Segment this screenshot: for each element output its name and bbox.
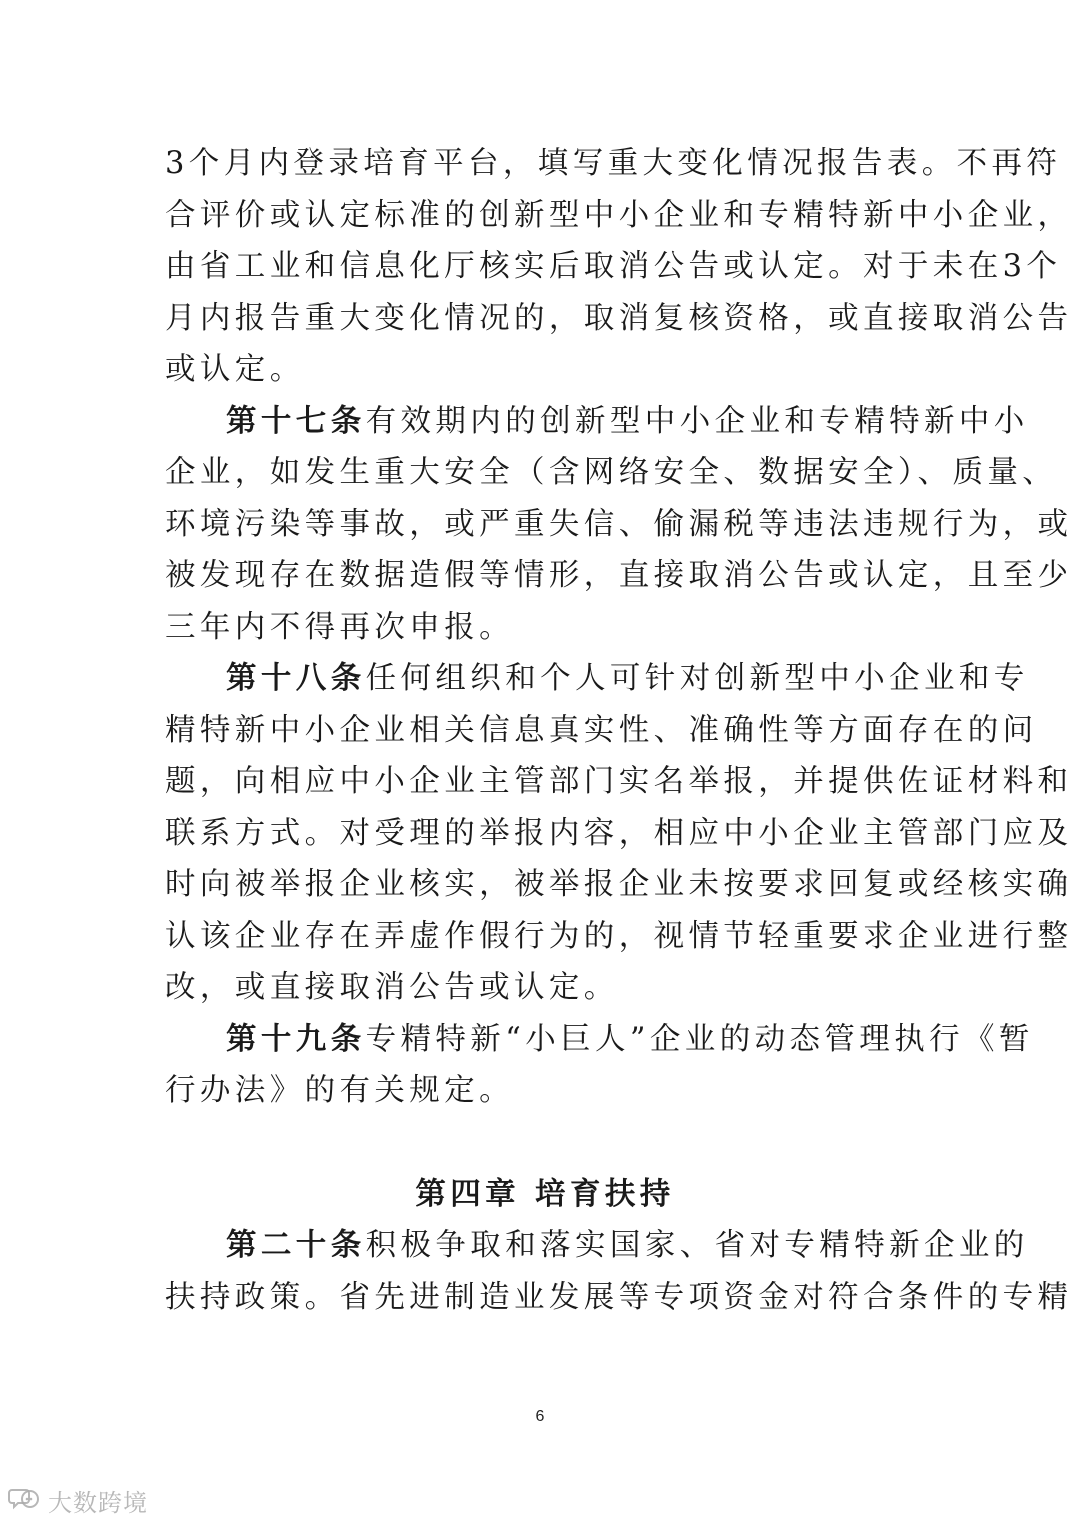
- article-18-heading: 第十八条: [226, 660, 366, 696]
- article-19-heading: 第十九条: [226, 1020, 366, 1057]
- article-19-first-line: [165, 1014, 1034, 1066]
- article-20-text: 积极争取和落实国家、省对专精特新企业的: [365, 1228, 1029, 1263]
- article-17-line: 环境污染等事故，或严重失信、偷漏税等违法违规行为，或: [165, 506, 1073, 542]
- page-number: 6: [535, 1408, 545, 1425]
- watermark-text: 大数跨境: [48, 1488, 148, 1517]
- paragraph-line: 3个月内登录培育平台，填写重大变化情况报告表。不再符: [165, 146, 1062, 181]
- article-18-first-line: [165, 653, 1029, 705]
- article-18-line: 精特新中小企业相关信息真实性、准确性等方面存在的问: [165, 712, 1038, 748]
- article-17-line: 企业，如发生重大安全（含网络安全、数据安全）、质量、: [165, 455, 1058, 490]
- article-17-text: 有效期内的创新型中小企业和专精特新中小: [365, 403, 1029, 439]
- article-20-heading: 第二十条: [226, 1227, 366, 1263]
- section-gap: [165, 1117, 925, 1169]
- document-body: [165, 138, 1073, 1323]
- article-18-text: 任何组织和个人可针对创新型中小企业和专: [365, 661, 1029, 696]
- article-17-line: 被发现存在数据造假等情形，直接取消公告或认定，且至少: [165, 558, 1073, 593]
- article-18-line: 时向被举报企业核实，被举报企业未按要求回复或经核实确: [165, 867, 1073, 902]
- article-18-line: 题，向相应中小企业主管部门实名举报，并提供佐证材料和: [165, 764, 1073, 799]
- article-19-text: 专精特新“小巨人”企业的动态管理执行《暂: [365, 1021, 1034, 1057]
- chapter-title: 第四章 培育扶持: [415, 1175, 675, 1212]
- article-20-first-line: [165, 1220, 1029, 1272]
- paragraph-line: 合评价或认定标准的创新型中小企业和专精特新中小企业，: [165, 197, 1073, 233]
- watermark: [8, 1484, 148, 1516]
- article-17-first-line: [165, 396, 1029, 448]
- article-19-line: 行办法》的有关规定。: [165, 1073, 514, 1108]
- article-17-line: 三年内不得再次申报。: [165, 609, 514, 645]
- chat-bubble-logo-icon: [8, 1487, 42, 1513]
- paragraph-line: 月内报告重大变化情况的，取消复核资格，或直接取消公告: [165, 300, 1073, 336]
- article-18-line: 联系方式。对受理的举报内容，相应中小企业主管部门应及: [165, 815, 1073, 851]
- paragraph-line: 或认定。: [165, 352, 305, 387]
- article-20-line: 扶持政策。省先进制造业发展等专项资金对符合条件的专精: [165, 1279, 1073, 1315]
- article-17-heading: 第十七条: [226, 402, 366, 439]
- article-18-line: 认该企业存在弄虚作假行为的，视情节轻重要求企业进行整: [165, 918, 1073, 954]
- paragraph-line: 由省工业和信息化厅核实后取消公告或认定。对于未在3个: [165, 249, 1062, 284]
- article-18-line: 改，或直接取消公告或认定。: [165, 970, 619, 1005]
